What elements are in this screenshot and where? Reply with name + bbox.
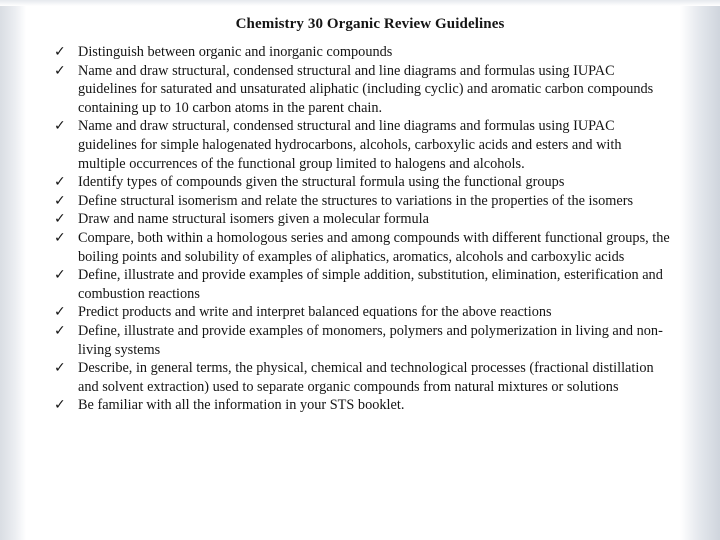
list-item-text: Define, illustrate and provide examples of simple addition, substitution, elimination, esterification and combustion reactions	[78, 267, 663, 302]
checkmark-icon: ✓	[54, 397, 66, 414]
list-item	[50, 173, 670, 192]
checkmark-icon: ✓	[54, 118, 66, 135]
list-item	[50, 43, 670, 62]
list-item	[50, 62, 670, 118]
list-item-text: Compare, both within a homologous series and among compounds with different functional groups, the boiling points and solubility of examples of aliphatics, aromatics, alcohols and carboxylic acids	[78, 229, 670, 265]
top-edge-shadow	[0, 0, 720, 6]
checkmark-icon: ✓	[54, 360, 66, 377]
list-item	[50, 192, 670, 211]
document-page	[50, 16, 670, 415]
checkmark-icon: ✓	[54, 322, 66, 339]
checkmark-icon: ✓	[54, 62, 66, 79]
checkmark-icon: ✓	[54, 174, 66, 191]
list-item-text: Be familiar with all the information in your STS booklet.	[78, 397, 405, 414]
checkmark-icon: ✓	[54, 267, 66, 284]
list-item-text: Name and draw structural, condensed structural and line diagrams and formulas using IUPAC guidelines for simple halogenated hydrocarbons, alcohols, carboxylic acids and esters and with multiple occurrences of the functional group limited to halogens and alcohols.	[78, 118, 622, 172]
list-item	[50, 117, 670, 173]
list-item-text: Identify types of compounds given the structural formula using the functional groups	[78, 174, 565, 191]
checkmark-icon: ✓	[54, 304, 66, 321]
checkmark-icon: ✓	[54, 229, 66, 246]
checkmark-icon: ✓	[54, 44, 66, 60]
list-item	[50, 303, 670, 322]
list-item	[50, 359, 670, 396]
list-item	[50, 396, 670, 415]
list-item-text: Draw and name structural isomers given a molecular formula	[78, 211, 429, 228]
list-item-text: Define structural isomerism and relate the structures to variations in the properties of the isomers	[78, 192, 634, 209]
list-item-text: Name and draw structural, condensed structural and line diagrams and formulas using IUPAC guidelines for saturated and unsaturated aliphatic (including cyclic) and aromatic carbon compounds containing up to 10 carbon atoms in the parent chain.	[78, 62, 654, 116]
list-item-text: Predict products and write and interpret balanced equations for the above reactions	[78, 304, 552, 321]
list-item-text: Describe, in general terms, the physical, chemical and technological processes (fractional distillation and solvent extraction) used to separate organic compounds from natural mixtures or solutions	[78, 360, 654, 395]
list-item-text: Distinguish between organic and inorganic compounds	[78, 44, 393, 60]
checkmark-icon: ✓	[54, 211, 66, 228]
right-edge-shadow	[680, 0, 720, 540]
left-edge-shadow	[0, 0, 26, 540]
list-item	[50, 229, 670, 266]
list-item	[50, 322, 670, 359]
list-item-text: Define, illustrate and provide examples of monomers, polymers and polymerization in living and non-living systems	[78, 322, 663, 358]
list-item	[50, 266, 670, 303]
checkmark-icon: ✓	[54, 192, 66, 209]
guideline-list	[50, 43, 670, 415]
list-item	[50, 210, 670, 229]
document-title: Chemistry 30 Organic Review Guidelines	[235, 16, 505, 32]
